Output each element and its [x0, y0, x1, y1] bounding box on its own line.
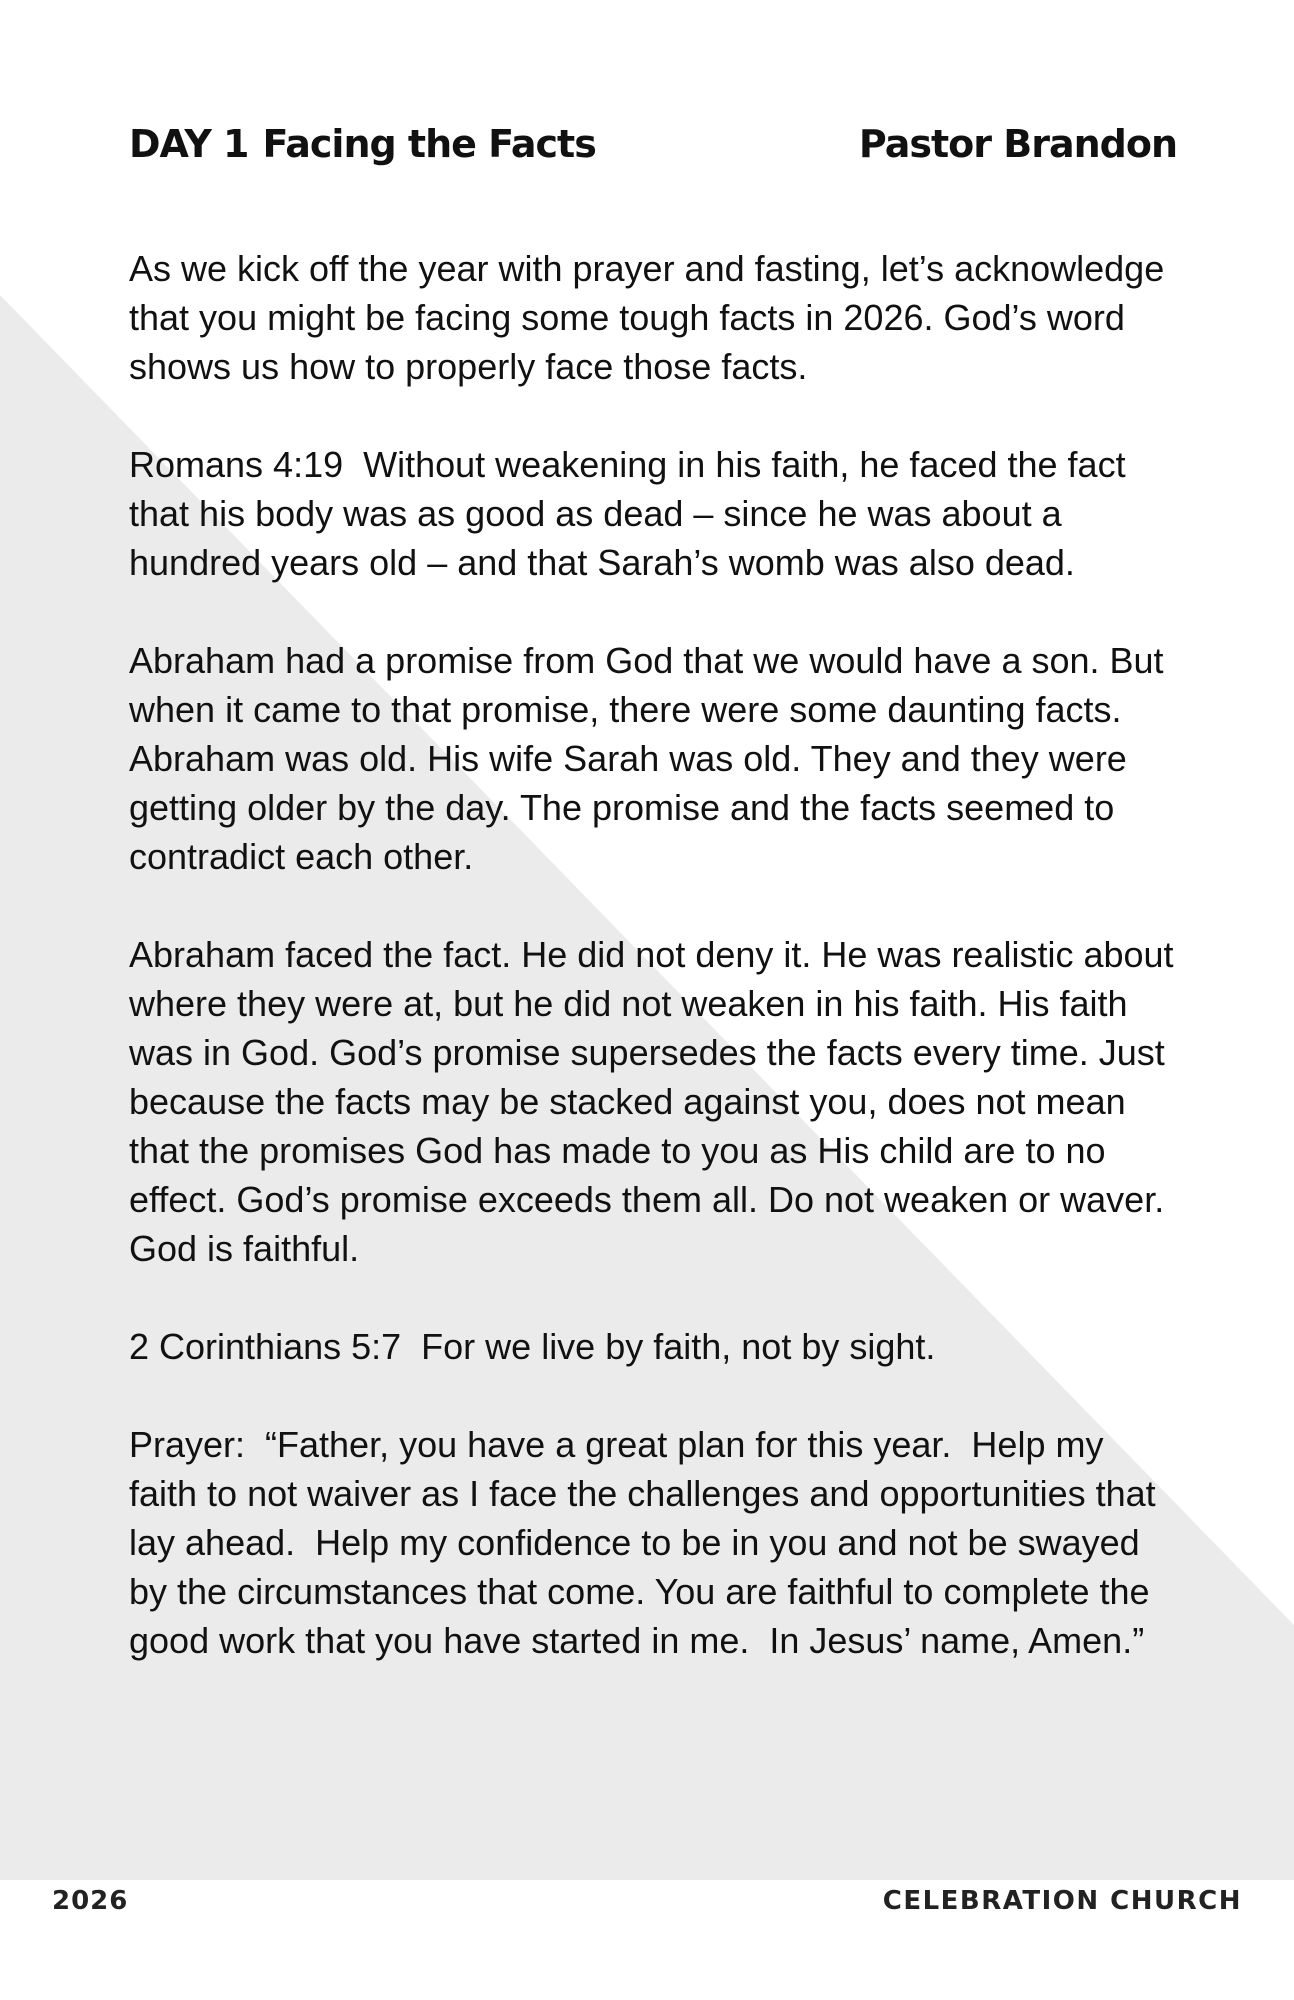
page-footer: [0, 1880, 1294, 2000]
devotional-body: [129, 244, 1184, 1714]
abraham-faith-paragraph: Abraham faced the fact. He did not deny it. He was realistic about where they were at, but he did not weaken in his faith. His faith was in God. God’s promise supersedes the facts every time. Just because the facts may be stacked against you, does not mean that the promises God has made to you as His child are to no effect. God’s promise exceeds them all. Do not weaken or waver. God is faithful.: [129, 934, 1184, 1269]
page-header: [129, 122, 1177, 174]
devotional-title: [129, 122, 596, 166]
scripture-corinthians: 2 Corinthians 5:7 For we live by faith, not by sight.: [129, 1326, 936, 1367]
abraham-promise-paragraph: Abraham had a promise from God that we would have a son. But when it came to that promise, there were some daunting facts. Abraham was old. His wife Sarah was old. They and they were getting older by the day. The promise and the facts seemed to contradict each other.: [129, 640, 1174, 877]
intro-paragraph: As we kick off the year with prayer and fasting, let’s acknowledge that you might be facing some tough facts in 2026. God’s word shows us how to properly face those facts.: [129, 248, 1175, 387]
footer-church-name: CELEBRATION CHURCH: [882, 1886, 1242, 1916]
author-name: Pastor Brandon: [858, 122, 1177, 166]
day-label: DAY 1: [129, 122, 249, 166]
scripture-romans: Romans 4:19 Without weakening in his faith, he faced the fact that his body was as good as dead – since he was about a hundred years old – and that Sarah’s womb was also dead.: [129, 444, 1136, 583]
prayer-paragraph: Prayer: “Father, you have a great plan for this year. Help my faith to not waiver as I face the challenges and opportunities that lay ahead. Help my confidence to be in you and not be swayed by the circumstances that come. You are faithful to complete the good work that you have started in me. In Jesus’ name, Amen.”: [129, 1424, 1166, 1661]
footer-year: 2026: [52, 1886, 129, 1916]
title-text: Facing the Facts: [262, 122, 596, 166]
